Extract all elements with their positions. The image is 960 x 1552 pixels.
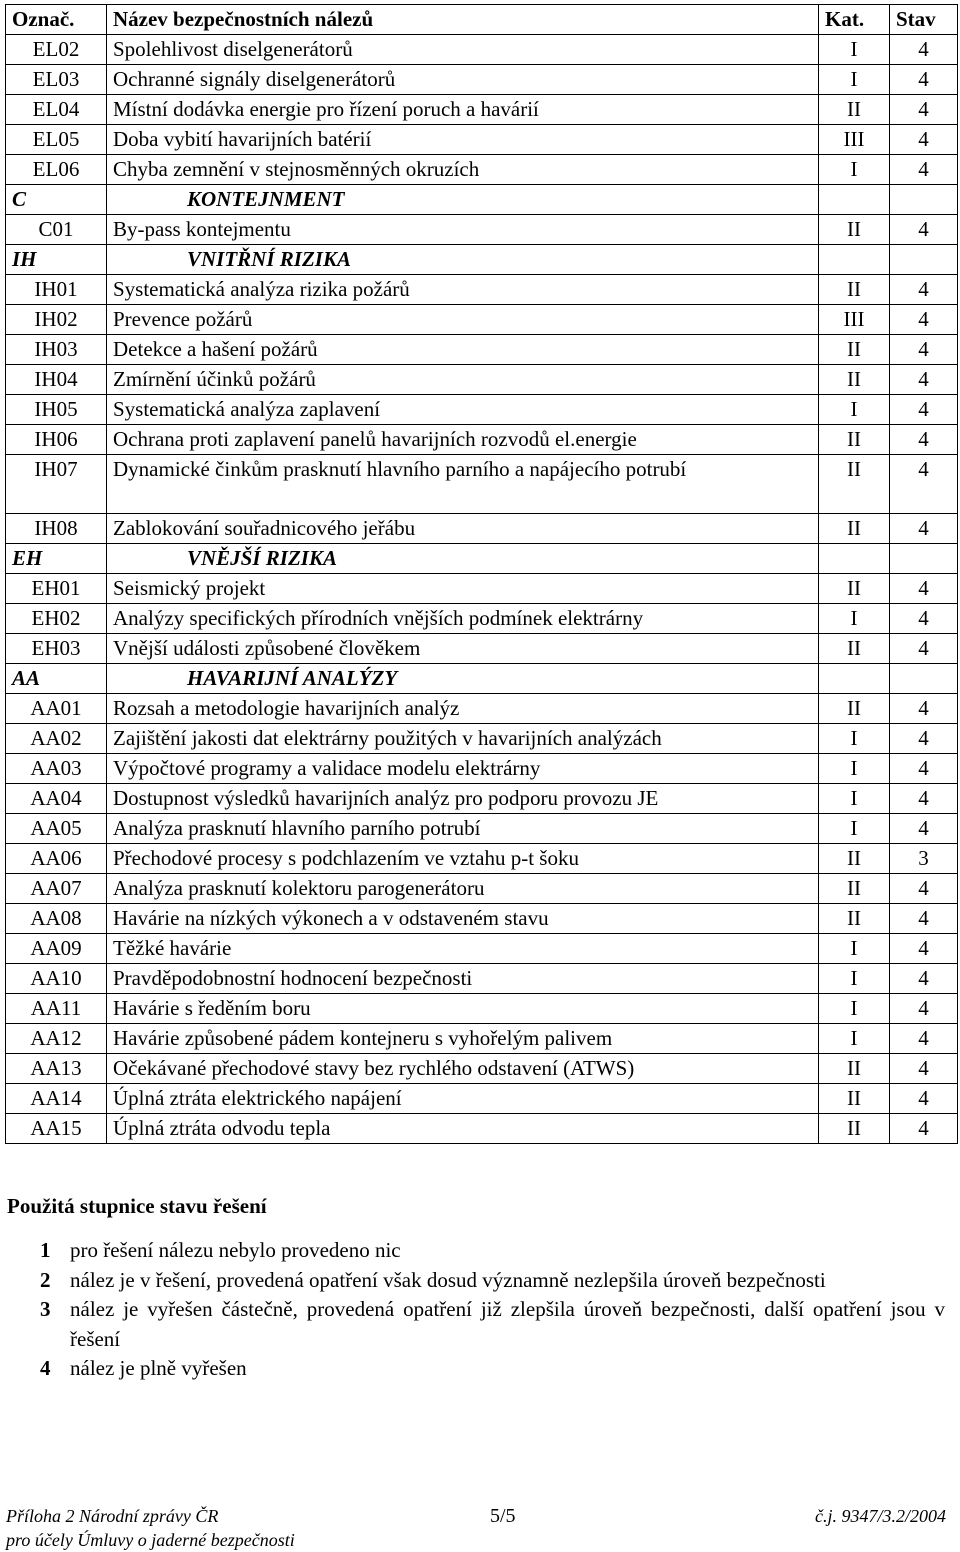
finding-state: 4 — [890, 514, 958, 544]
legend-number: 3 — [40, 1297, 51, 1321]
finding-state: 4 — [890, 724, 958, 754]
footer-line-1: Příloha 2 Národní zprávy ČR — [6, 1506, 219, 1526]
legend-number: 1 — [40, 1238, 51, 1262]
section-code: EH — [6, 544, 107, 574]
section-state-empty — [890, 185, 958, 215]
finding-name: Havárie způsobené pádem kontejneru s vyhořelým palivem — [107, 1024, 819, 1054]
finding-code: AA14 — [6, 1084, 107, 1114]
finding-code: IH03 — [6, 335, 107, 365]
section-cat-empty — [819, 544, 890, 574]
table-row — [6, 395, 958, 425]
section-row — [6, 185, 958, 215]
legend-text: nález je v řešení, provedená opatření však dosud významně nezlepšila úroveň bezpečnosti — [70, 1267, 826, 1292]
table-row — [6, 634, 958, 664]
finding-name: Úplná ztráta elektrického napájení — [107, 1084, 819, 1114]
finding-state: 4 — [890, 275, 958, 305]
finding-category: II — [819, 95, 890, 125]
finding-code: AA10 — [6, 964, 107, 994]
finding-category: I — [819, 35, 890, 65]
finding-state: 4 — [890, 1084, 958, 1114]
legend-text: pro řešení nálezu nebylo provedeno nic — [70, 1238, 401, 1262]
header-name: Název bezpečnostních nálezů — [107, 5, 819, 35]
section-cat-empty — [819, 664, 890, 694]
finding-category: I — [819, 724, 890, 754]
section-title-text: VNITŘNÍ RIZIKA — [187, 247, 351, 271]
finding-state: 4 — [890, 95, 958, 125]
finding-name: Ochrana proti zaplavení panelů havarijních rozvodů el.energie — [107, 425, 819, 455]
finding-state: 4 — [890, 634, 958, 664]
finding-state: 4 — [890, 574, 958, 604]
finding-code: AA09 — [6, 934, 107, 964]
finding-code: EH01 — [6, 574, 107, 604]
finding-category: II — [819, 874, 890, 904]
finding-category: II — [819, 365, 890, 395]
table-row — [6, 125, 958, 155]
finding-name: Systematická analýza zaplavení — [107, 395, 819, 425]
finding-state: 4 — [890, 155, 958, 185]
section-row — [6, 245, 958, 275]
finding-category: I — [819, 155, 890, 185]
finding-category: II — [819, 514, 890, 544]
finding-category: I — [819, 65, 890, 95]
page-footer — [6, 1504, 946, 1552]
finding-name: Chyba zemnění v stejnosměnných okruzích — [107, 155, 819, 185]
section-title — [107, 185, 819, 215]
table-row — [6, 574, 958, 604]
table-row — [6, 95, 958, 125]
legend-number: 2 — [40, 1267, 51, 1292]
finding-name: Úplná ztráta odvodu tepla — [107, 1114, 819, 1144]
finding-state: 4 — [890, 874, 958, 904]
finding-code: EL05 — [6, 125, 107, 155]
table-row — [6, 455, 958, 514]
finding-name: Očekávané přechodové stavy bez rychlého odstavení (ATWS) — [107, 1054, 819, 1084]
table-row — [6, 335, 958, 365]
section-code: IH — [6, 245, 107, 275]
finding-category: I — [819, 784, 890, 814]
section-title-text: VNĚJŠÍ RIZIKA — [187, 546, 337, 570]
finding-name: Prevence požárů — [107, 305, 819, 335]
table-row — [6, 754, 958, 784]
finding-state: 4 — [890, 305, 958, 335]
table-row — [6, 1084, 958, 1114]
finding-category: II — [819, 1054, 890, 1084]
section-code: AA — [6, 664, 107, 694]
finding-category: III — [819, 125, 890, 155]
finding-code: IH08 — [6, 514, 107, 544]
finding-code: AA15 — [6, 1114, 107, 1144]
finding-state: 4 — [890, 215, 958, 245]
finding-category: II — [819, 574, 890, 604]
finding-name: Analýza prasknutí hlavního parního potrubí — [107, 814, 819, 844]
table-row — [6, 365, 958, 395]
section-cat-empty — [819, 245, 890, 275]
finding-name: Analýzy specifických přírodních vnějších podmínek elektrárny — [107, 604, 819, 634]
header-state: Stav — [890, 5, 958, 35]
finding-name: Zajištění jakosti dat elektrárny použitých v havarijních analýzách — [107, 724, 819, 754]
section-title — [107, 245, 819, 275]
finding-state: 4 — [890, 604, 958, 634]
finding-state: 4 — [890, 335, 958, 365]
finding-category: I — [819, 754, 890, 784]
finding-code: IH05 — [6, 395, 107, 425]
section-title — [107, 544, 819, 574]
finding-name: Ochranné signály diselgenerátorů — [107, 65, 819, 95]
table-row — [6, 604, 958, 634]
table-header-row — [6, 5, 958, 35]
section-cat-empty — [819, 185, 890, 215]
finding-category: II — [819, 634, 890, 664]
table-row — [6, 35, 958, 65]
finding-code: EL06 — [6, 155, 107, 185]
table-row — [6, 425, 958, 455]
legend-item — [40, 1354, 945, 1384]
table-row — [6, 934, 958, 964]
finding-name: Vnější události způsobené člověkem — [107, 634, 819, 664]
finding-name: Pravděpodobnostní hodnocení bezpečnosti — [107, 964, 819, 994]
finding-category: I — [819, 994, 890, 1024]
finding-code: IH04 — [6, 365, 107, 395]
finding-name: Zmírnění účinků požárů — [107, 365, 819, 395]
table-row — [6, 65, 958, 95]
finding-category: II — [819, 904, 890, 934]
finding-category: I — [819, 604, 890, 634]
table-row — [6, 994, 958, 1024]
finding-category: II — [819, 275, 890, 305]
finding-name: Přechodové procesy s podchlazením ve vztahu p-t šoku — [107, 844, 819, 874]
document-reference: č.j. 9347/3.2/2004 — [815, 1506, 946, 1526]
table-body — [6, 35, 958, 1144]
finding-code: IH01 — [6, 275, 107, 305]
finding-code: AA13 — [6, 1054, 107, 1084]
table-row — [6, 1024, 958, 1054]
table-row — [6, 874, 958, 904]
legend-item — [40, 1266, 945, 1296]
section-title — [107, 664, 819, 694]
finding-code: AA05 — [6, 814, 107, 844]
finding-name: Havárie na nízkých výkonech a v odstaveném stavu — [107, 904, 819, 934]
finding-name: Havárie s ředěním boru — [107, 994, 819, 1024]
section-row — [6, 664, 958, 694]
finding-category: II — [819, 694, 890, 724]
legend-item — [40, 1236, 945, 1266]
finding-code: AA03 — [6, 754, 107, 784]
legend-item — [40, 1295, 945, 1354]
finding-state: 4 — [890, 754, 958, 784]
finding-name: Doba vybití havarijních batérií — [107, 125, 819, 155]
finding-name: Těžké havárie — [107, 934, 819, 964]
finding-code: C01 — [6, 215, 107, 245]
finding-category: II — [819, 335, 890, 365]
finding-state: 4 — [890, 964, 958, 994]
finding-code: EL03 — [6, 65, 107, 95]
finding-category: I — [819, 964, 890, 994]
table-row — [6, 275, 958, 305]
finding-name: Dynamické činkům prasknutí hlavního parního a napájecího potrubí — [107, 455, 819, 514]
table-row — [6, 1114, 958, 1144]
section-code: C — [6, 185, 107, 215]
finding-code: AA12 — [6, 1024, 107, 1054]
finding-category: II — [819, 455, 890, 514]
finding-code: EH02 — [6, 604, 107, 634]
finding-category: I — [819, 934, 890, 964]
finding-state: 4 — [890, 395, 958, 425]
table-row — [6, 844, 958, 874]
finding-state: 4 — [890, 904, 958, 934]
table-row — [6, 1054, 958, 1084]
finding-code: AA11 — [6, 994, 107, 1024]
finding-code: EL04 — [6, 95, 107, 125]
finding-name: Analýza prasknutí kolektoru parogenerátoru — [107, 874, 819, 904]
section-state-empty — [890, 544, 958, 574]
legend-title: Použitá stupnice stavu řešení — [7, 1194, 267, 1218]
finding-code: AA01 — [6, 694, 107, 724]
finding-name: Detekce a hašení požárů — [107, 335, 819, 365]
finding-category: III — [819, 305, 890, 335]
footer-line-2: pro účely Úmluvy o jaderné bezpečnosti — [6, 1530, 295, 1550]
section-title-text: KONTEJNMENT — [187, 187, 345, 211]
section-title-text: HAVARIJNÍ ANALÝZY — [187, 666, 398, 690]
table-row — [6, 724, 958, 754]
legend-number: 4 — [40, 1356, 51, 1380]
finding-state: 4 — [890, 814, 958, 844]
finding-code: AA02 — [6, 724, 107, 754]
finding-state: 4 — [890, 35, 958, 65]
section-state-empty — [890, 245, 958, 275]
table-row — [6, 155, 958, 185]
legend-list — [40, 1236, 945, 1384]
finding-code: IH06 — [6, 425, 107, 455]
table-row — [6, 904, 958, 934]
table-row — [6, 964, 958, 994]
finding-state: 4 — [890, 994, 958, 1024]
findings-table — [5, 4, 958, 1144]
finding-category: II — [819, 1114, 890, 1144]
finding-code: AA08 — [6, 904, 107, 934]
finding-category: I — [819, 1024, 890, 1054]
section-row — [6, 544, 958, 574]
finding-code: IH07 — [6, 455, 107, 514]
finding-name: Seismický projekt — [107, 574, 819, 604]
header-category: Kat. — [819, 5, 890, 35]
finding-category: II — [819, 215, 890, 245]
finding-state: 3 — [890, 844, 958, 874]
header-code: Označ. — [6, 5, 107, 35]
finding-name: Systematická analýza rizika požárů — [107, 275, 819, 305]
finding-state: 4 — [890, 365, 958, 395]
finding-name: By-pass kontejmentu — [107, 215, 819, 245]
finding-code: EL02 — [6, 35, 107, 65]
table-row — [6, 694, 958, 724]
finding-name: Dostupnost výsledků havarijních analýz pro podporu provozu JE — [107, 784, 819, 814]
finding-state: 4 — [890, 455, 958, 514]
finding-category: I — [819, 814, 890, 844]
finding-category: II — [819, 425, 890, 455]
finding-category: I — [819, 395, 890, 425]
finding-name: Místní dodávka energie pro řízení poruch a havárií — [107, 95, 819, 125]
table-row — [6, 514, 958, 544]
finding-code: AA06 — [6, 844, 107, 874]
finding-state: 4 — [890, 1024, 958, 1054]
section-state-empty — [890, 664, 958, 694]
table-row — [6, 305, 958, 335]
finding-state: 4 — [890, 125, 958, 155]
finding-state: 4 — [890, 694, 958, 724]
finding-code: AA07 — [6, 874, 107, 904]
finding-category: II — [819, 844, 890, 874]
finding-code: EH03 — [6, 634, 107, 664]
finding-name: Spolehlivost diselgenerátorů — [107, 35, 819, 65]
finding-state: 4 — [890, 784, 958, 814]
finding-name: Rozsah a metodologie havarijních analýz — [107, 694, 819, 724]
table-row — [6, 814, 958, 844]
finding-state: 4 — [890, 1114, 958, 1144]
finding-name: Výpočtové programy a validace modelu elektrárny — [107, 754, 819, 784]
finding-state: 4 — [890, 1054, 958, 1084]
finding-code: IH02 — [6, 305, 107, 335]
table-row — [6, 784, 958, 814]
legend-text: nález je plně vyřešen — [70, 1356, 247, 1380]
finding-code: AA04 — [6, 784, 107, 814]
legend-text: nález je vyřešen částečně, provedená opatření již zlepšila úroveň bezpečnosti, další opatření jsou v řešení — [70, 1297, 945, 1351]
finding-state: 4 — [890, 65, 958, 95]
finding-state: 4 — [890, 934, 958, 964]
finding-name: Zablokování souřadnicového jeřábu — [107, 514, 819, 544]
table-row — [6, 215, 958, 245]
page-number: 5/5 — [490, 1505, 516, 1527]
finding-state: 4 — [890, 425, 958, 455]
finding-category: II — [819, 1084, 890, 1114]
